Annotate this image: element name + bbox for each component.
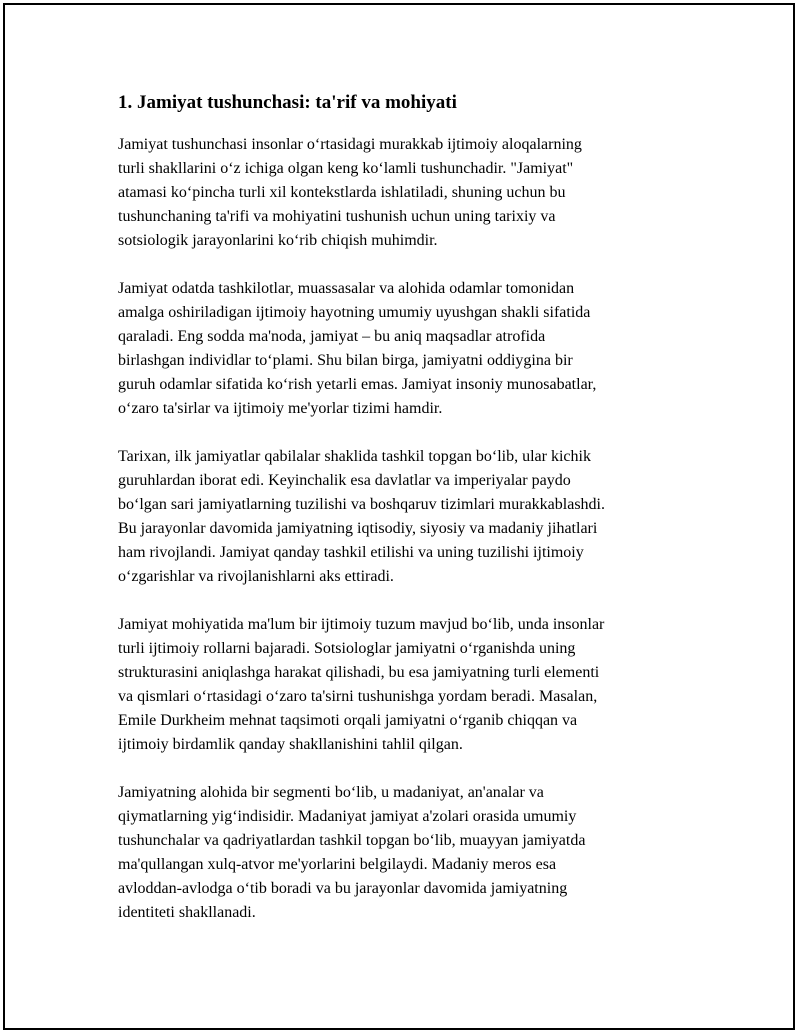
text-line: strukturasini aniqlashga harakat qilishadi, bu esa jamiyatning turli elementi bbox=[118, 664, 600, 681]
text-line: tushunchalar va qadriyatlardan tashkil topgan boʻlib, muayyan jamiyatda bbox=[118, 832, 586, 849]
text-line: ijtimoiy birdamlik qanday shakllanishini tahlil qilgan. bbox=[118, 736, 463, 753]
text-line: identiteti shakllanadi. bbox=[118, 904, 256, 921]
paragraph-5 bbox=[118, 781, 688, 925]
text-line: tushunchaning ta'rifi va mohiyatini tushunish uchun uning tarixiy va bbox=[118, 208, 556, 225]
paragraph-2 bbox=[118, 277, 688, 421]
text-line: atamasi koʻpincha turli xil kontekstlarda ishlatiladi, shuning uchun bu bbox=[118, 184, 566, 201]
text-line: amalga oshiriladigan ijtimoiy hayotning umumiy uyushgan shakli sifatida bbox=[118, 304, 591, 321]
text-line: guruhlardan iborat edi. Keyinchalik esa davlatlar va imperiyalar paydo bbox=[118, 472, 571, 489]
paragraph-1 bbox=[118, 133, 688, 253]
text-line: birlashgan individlar toʻplami. Shu bilan birga, jamiyatni oddiygina bir bbox=[118, 352, 573, 369]
text-line: avloddan-avlodga oʻtib boradi va bu jarayonlar davomida jamiyatning bbox=[118, 880, 568, 897]
text-line: turli ijtimoiy rollarni bajaradi. Sotsiologlar jamiyatni oʻrganishda uning bbox=[118, 640, 576, 657]
document-body bbox=[118, 91, 688, 949]
text-line: va qismlari oʻrtasidagi oʻzaro ta'sirni tushunishga yordam beradi. Masalan, bbox=[118, 688, 598, 705]
text-line: ma'qullangan xulq-atvor me'yorlarini belgilaydi. Madaniy meros esa bbox=[118, 856, 557, 873]
section-heading: 1. Jamiyat tushunchasi: ta'rif va mohiyati bbox=[118, 92, 457, 113]
text-line: Jamiyat tushunchasi insonlar oʻrtasidagi murakkab ijtimoiy aloqalarning bbox=[118, 136, 582, 153]
text-line: Bu jarayonlar davomida jamiyatning iqtisodiy, siyosiy va madaniy jihatlari bbox=[118, 520, 598, 537]
text-line: Jamiyat mohiyatida ma'lum bir ijtimoiy tuzum mavjud boʻlib, unda insonlar bbox=[118, 616, 605, 633]
text-line: sotsiologik jarayonlarini koʻrib chiqish muhimdir. bbox=[118, 232, 438, 249]
text-line: guruh odamlar sifatida koʻrish yetarli emas. Jamiyat insoniy munosabatlar, bbox=[118, 376, 597, 393]
text-line: Emile Durkheim mehnat taqsimoti orqali jamiyatni oʻrganib chiqqan va bbox=[118, 712, 578, 729]
text-line: ham rivojlandi. Jamiyat qanday tashkil etilishi va uning tuzilishi ijtimoiy bbox=[118, 544, 584, 561]
paragraph-4 bbox=[118, 613, 688, 757]
text-line: turli shakllarini oʻz ichiga olgan keng koʻlamli tushunchadir. "Jamiyat" bbox=[118, 160, 574, 177]
text-line: qiymatlarning yigʻindisidir. Madaniyat jamiyat a'zolari orasida umumiy bbox=[118, 808, 577, 825]
text-line: oʻzgarishlar va rivojlanishlarni aks ettiradi. bbox=[118, 568, 394, 585]
paragraph-3 bbox=[118, 445, 688, 589]
text-line: Jamiyat odatda tashkilotlar, muassasalar va alohida odamlar tomonidan bbox=[118, 280, 575, 297]
text-line: oʻzaro ta'sirlar va ijtimoiy me'yorlar tizimi hamdir. bbox=[118, 400, 443, 417]
text-line: Tarixan, ilk jamiyatlar qabilalar shaklida tashkil topgan boʻlib, ular kichik bbox=[118, 448, 591, 465]
text-line: Jamiyatning alohida bir segmenti boʻlib, u madaniyat, an'analar va bbox=[118, 784, 544, 801]
text-line: qaraladi. Eng sodda ma'noda, jamiyat – bu aniq maqsadlar atrofida bbox=[118, 328, 546, 345]
text-line: boʻlgan sari jamiyatlarning tuzilishi va boshqaruv tizimlari murakkablashdi. bbox=[118, 496, 605, 513]
